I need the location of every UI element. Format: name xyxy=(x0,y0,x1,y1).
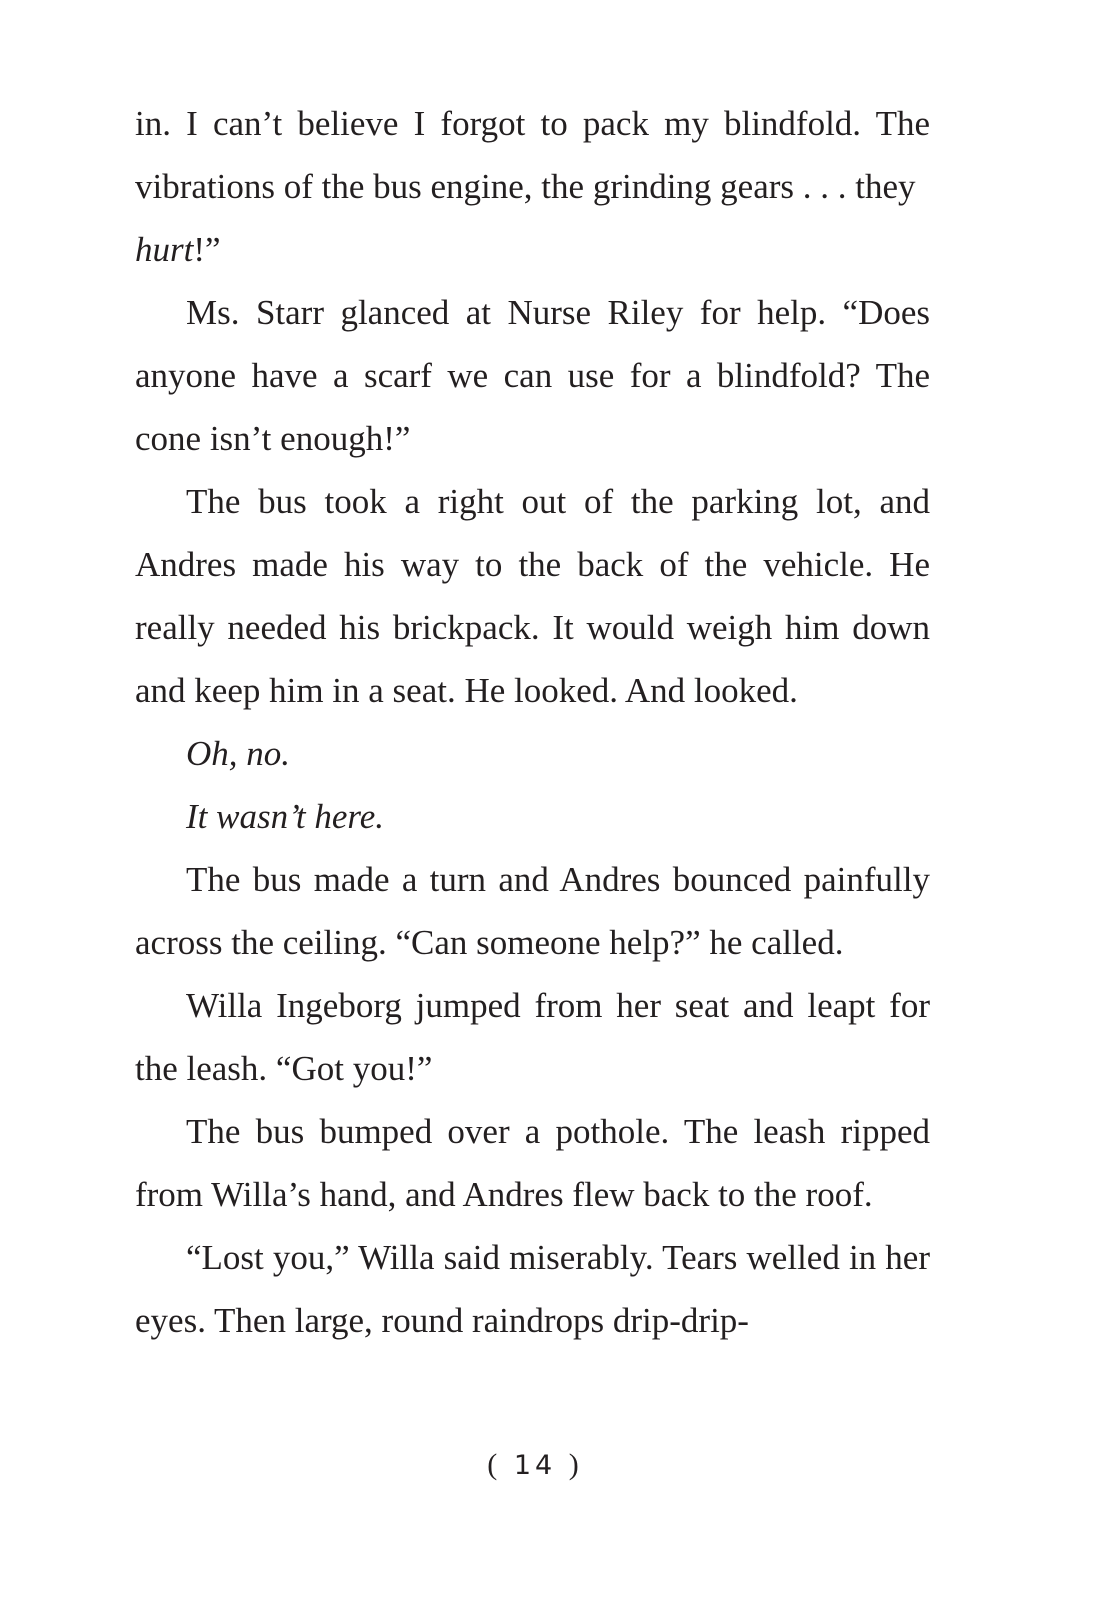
paragraph-3: The bus took a right out of the parking lot, and Andres made his way to the back of the vehicle. He really needed his brickpack. It would weigh him down and keep him in a seat. He looked. And looked. xyxy=(135,482,930,710)
paragraph-5 xyxy=(135,785,930,848)
page-number-open-paren: ( xyxy=(487,1448,502,1481)
paragraph-8: The bus bumped over a pothole. The leash ripped from Willa’s hand, and Andres flew back to the roof. xyxy=(135,1112,930,1214)
page-number-close-paren: ) xyxy=(568,1448,583,1481)
paragraph-1-closing: !” xyxy=(193,230,221,269)
paragraph-1-italic: hurt xyxy=(135,230,194,269)
page-number-value: 14 xyxy=(513,1450,557,1481)
paragraph-1-text: in. I can’t believe I forgot to pack my blindfold. The vibrations of the bus engine, the grinding gears . . . they xyxy=(135,104,930,206)
paragraph-1 xyxy=(135,92,930,281)
paragraph-2: Ms. Starr glanced at Nurse Riley for help. “Does anyone have a scarf we can use for a blindfold? The cone isn’t enough!” xyxy=(135,293,930,458)
paragraph-4-italic: Oh, no. xyxy=(186,734,291,773)
paragraph-9: “Lost you,” Willa said miserably. Tears welled in her eyes. Then large, round raindrops drip-drip- xyxy=(135,1238,930,1340)
page-number xyxy=(0,1448,1070,1482)
paragraph-5-italic: It wasn’t here. xyxy=(186,797,384,836)
body-text xyxy=(135,92,930,1352)
paragraph-7: Willa Ingeborg jumped from her seat and leapt for the leash. “Got you!” xyxy=(135,986,930,1088)
paragraph-4 xyxy=(135,722,930,785)
paragraph-6: The bus made a turn and Andres bounced painfully across the ceiling. “Can someone help?” he called. xyxy=(135,860,930,962)
